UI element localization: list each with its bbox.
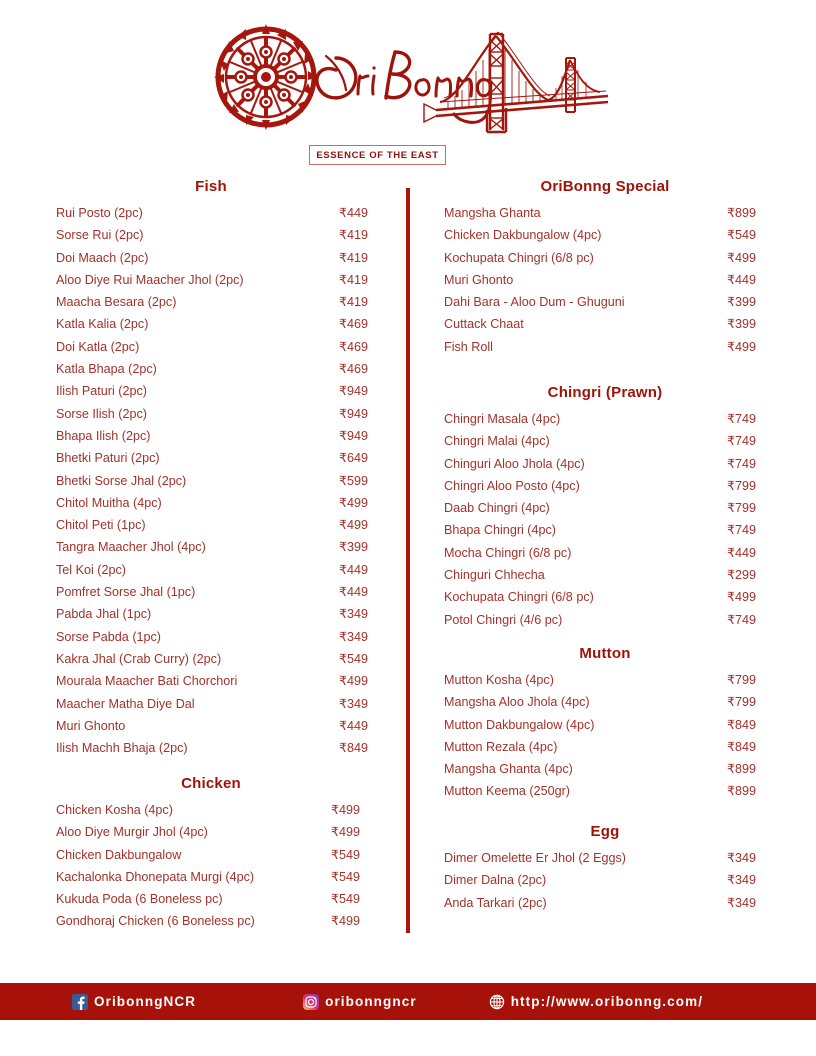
menu-item-price: ₹899 — [726, 784, 756, 799]
menu-item — [430, 586, 780, 608]
menu-item — [36, 737, 386, 759]
menu-item — [36, 715, 386, 737]
menu-item — [430, 542, 780, 564]
menu-item-price: ₹749 — [726, 434, 756, 449]
menu-item — [430, 336, 780, 358]
menu-item-name: Gondhoraj Chicken (6 Boneless pc) — [56, 914, 255, 929]
menu-item-price: ₹749 — [726, 612, 756, 627]
menu-item-price: ₹749 — [726, 412, 756, 426]
menu-item-name: Tangra Maacher Jhol (4pc) — [56, 540, 206, 555]
menu-item-price: ₹499 — [330, 914, 360, 929]
section-title-chingri: Chingri (Prawn) — [547, 384, 663, 401]
menu-item-name: Mutton Kosha (4pc) — [444, 673, 554, 687]
menu-item — [430, 453, 780, 475]
menu-item-name: Bhetki Paturi (2pc) — [56, 451, 160, 466]
website-url: http://www.oribonng.com/ — [510, 994, 704, 1009]
instagram-handle: oribonngncr — [325, 994, 417, 1009]
menu-item-name: Maacher Matha Diye Dal — [56, 696, 195, 711]
menu-item-name: Ilish Machh Bhaja (2pc) — [56, 741, 188, 756]
menu-item — [430, 609, 780, 631]
menu-item-price: ₹299 — [726, 568, 756, 583]
menu-item — [430, 780, 780, 802]
menu-item-price: ₹799 — [726, 695, 756, 710]
menu-item — [430, 691, 780, 713]
menu-item-name: Dimer Omelette Er Jhol (2 Eggs) — [444, 851, 626, 865]
menu-item — [430, 714, 780, 736]
menu-item-price: ₹449 — [338, 562, 368, 577]
menu-item-name: Katla Bhapa (2pc) — [56, 362, 157, 377]
section-title-mutton: Mutton — [579, 645, 631, 662]
menu-item-price: ₹949 — [338, 406, 368, 421]
menu-item — [36, 403, 386, 425]
column-divider — [406, 188, 410, 933]
menu-item-name: Chicken Kosha (4pc) — [56, 803, 173, 817]
facebook-icon — [72, 994, 88, 1010]
menu-item-name: Mutton Keema (250gr) — [444, 784, 570, 799]
item-list-fish — [36, 202, 386, 759]
brand-logo — [208, 18, 618, 138]
menu-item-price: ₹349 — [338, 629, 368, 644]
menu-item — [36, 536, 386, 558]
menu-item-price: ₹799 — [726, 501, 756, 516]
menu-item — [430, 224, 780, 246]
menu-item — [36, 581, 386, 603]
menu-item — [430, 869, 780, 891]
menu-item-price: ₹399 — [726, 317, 756, 332]
menu-item-name: Potol Chingri (4/6 pc) — [444, 612, 563, 627]
menu-section-mutton — [430, 645, 780, 803]
menu-item-name: Mourala Maacher Bati Chorchori — [56, 674, 238, 689]
menu-item-name: Chingri Aloo Posto (4pc) — [444, 478, 580, 493]
section-title-fish: Fish — [195, 178, 227, 195]
menu-item — [36, 358, 386, 380]
menu-item — [36, 821, 386, 843]
menu-item-price: ₹469 — [338, 339, 368, 354]
menu-item-name: Kakra Jhal (Crab Curry) (2pc) — [56, 651, 222, 666]
menu-item — [36, 559, 386, 581]
menu-item-price: ₹499 — [726, 339, 756, 354]
menu-item — [36, 888, 386, 910]
menu-item-name: Muri Ghonto — [56, 718, 126, 733]
menu-item-price: ₹849 — [338, 741, 368, 756]
menu-item-price: ₹399 — [338, 540, 368, 555]
menu-item-price: ₹549 — [726, 228, 756, 243]
facebook-link[interactable] — [72, 994, 196, 1010]
menu-item-price: ₹499 — [726, 590, 756, 605]
menu-item-name: Pomfret Sorse Jhal (1pc) — [56, 585, 196, 600]
menu-item-price: ₹449 — [338, 718, 368, 733]
menu-item — [430, 847, 780, 869]
menu-item-name: Tel Koi (2pc) — [56, 562, 126, 577]
menu-item — [36, 336, 386, 358]
menu-item-price: ₹649 — [338, 451, 368, 466]
tagline-text: ESSENCE OF THE EAST — [316, 149, 439, 161]
menu-item — [36, 224, 386, 246]
menu-item — [36, 626, 386, 648]
bridge-icon — [424, 32, 608, 132]
menu-item-price: ₹499 — [330, 803, 360, 817]
instagram-link[interactable] — [303, 994, 417, 1010]
menu-item — [36, 470, 386, 492]
menu-item — [430, 519, 780, 541]
menu-item — [36, 202, 386, 224]
menu-item-price: ₹349 — [338, 696, 368, 711]
konark-wheel-icon — [214, 24, 318, 130]
item-list-mutton — [430, 669, 780, 803]
menu-item-price: ₹449 — [726, 272, 756, 287]
menu-item — [36, 380, 386, 402]
menu-item-name: Aloo Diye Rui Maacher Jhol (2pc) — [56, 272, 244, 287]
menu-section-fish — [36, 178, 386, 759]
menu-item-name: Anda Tarkari (2pc) — [444, 895, 547, 910]
menu-item-name: Chinguri Aloo Jhola (4pc) — [444, 456, 585, 471]
menu-item-name: Ilish Paturi (2pc) — [56, 384, 147, 399]
menu-item — [36, 693, 386, 715]
menu-item — [36, 799, 386, 821]
menu-item — [430, 892, 780, 914]
item-list-egg — [430, 847, 780, 914]
menu-item — [36, 648, 386, 670]
menu-item-name: Mangsha Aloo Jhola (4pc) — [444, 695, 590, 710]
menu-item-price: ₹469 — [338, 362, 368, 377]
menu-item-price: ₹949 — [338, 384, 368, 399]
menu-item-name: Chingri Malai (4pc) — [444, 434, 550, 449]
menu-item-price: ₹549 — [330, 892, 360, 907]
menu-item-name: Mutton Dakbungalow (4pc) — [444, 717, 595, 732]
menu-item-price: ₹749 — [726, 456, 756, 471]
menu-item — [430, 408, 780, 430]
menu-item-price: ₹469 — [338, 317, 368, 332]
menu-item-name: Katla Kalia (2pc) — [56, 317, 149, 332]
menu-item-name: Pabda Jhal (1pc) — [56, 607, 152, 622]
menu-item-name: Mocha Chingri (6/8 pc) — [444, 545, 572, 560]
menu-item-name: Mutton Rezala (4pc) — [444, 739, 558, 754]
menu-item-name: Kochupata Chingri (6/8 pc) — [444, 590, 594, 605]
menu-item — [430, 758, 780, 780]
menu-item-price: ₹419 — [338, 228, 368, 243]
tagline-badge — [309, 145, 446, 165]
menu-section-egg — [430, 823, 780, 914]
globe-icon — [489, 994, 505, 1010]
menu-item-price: ₹499 — [338, 518, 368, 533]
menu-section-oribonng-special — [430, 178, 780, 358]
menu-item-name: Dimer Dalna (2pc) — [444, 873, 547, 888]
menu-item-price: ₹349 — [338, 607, 368, 622]
menu-item-price: ₹849 — [726, 739, 756, 754]
menu-item-price: ₹799 — [726, 673, 756, 687]
menu-item — [36, 603, 386, 625]
menu-item-price: ₹599 — [338, 473, 368, 488]
menu-item-name: Mangsha Ghanta (4pc) — [444, 762, 573, 777]
menu-item — [430, 430, 780, 452]
menu-item — [430, 669, 780, 691]
brand-wordmark-script — [317, 52, 491, 122]
menu-item-price: ₹749 — [726, 523, 756, 538]
menu-item-name: Fish Roll — [444, 339, 493, 354]
menu-item-name: Mangsha Ghanta — [444, 206, 541, 220]
menu-item — [36, 425, 386, 447]
menu-item — [430, 497, 780, 519]
menu-item-price: ₹849 — [726, 717, 756, 732]
menu-item — [430, 269, 780, 291]
menu-item-name: Muri Ghonto — [444, 272, 514, 287]
logo-artwork — [208, 18, 618, 138]
menu-item-name: Bhapa Ilish (2pc) — [56, 428, 151, 443]
menu-item-price: ₹449 — [726, 545, 756, 560]
menu-item-price: ₹949 — [338, 428, 368, 443]
menu-item-name: Chicken Dakbungalow (4pc) — [444, 228, 602, 243]
menu-item-name: Kukuda Poda (6 Boneless pc) — [56, 892, 223, 907]
menu-section-chingri — [430, 384, 780, 631]
menu-header — [0, 0, 816, 178]
menu-item — [36, 866, 386, 888]
instagram-icon — [303, 994, 319, 1010]
menu-item-name: Kachalonka Dhonepata Murgi (4pc) — [56, 869, 255, 884]
menu-item-price: ₹349 — [726, 851, 756, 865]
menu-item-price: ₹899 — [726, 762, 756, 777]
menu-item-price: ₹449 — [338, 206, 368, 220]
menu-item-price: ₹549 — [330, 847, 360, 862]
item-list-oribonng-special — [430, 202, 780, 358]
menu-item-name: Bhetki Sorse Jhal (2pc) — [56, 473, 187, 488]
item-list-chingri — [430, 408, 780, 631]
menu-item-name: Chingri Masala (4pc) — [444, 412, 561, 426]
menu-item-name: Aloo Diye Murgir Jhol (4pc) — [56, 825, 208, 840]
menu-item — [36, 269, 386, 291]
menu-item-name: Sorse Pabda (1pc) — [56, 629, 162, 644]
menu-item-name: Doi Katla (2pc) — [56, 339, 140, 354]
menu-content — [0, 178, 816, 958]
menu-item — [36, 844, 386, 866]
menu-item-name: Chitol Peti (1pc) — [56, 518, 146, 533]
menu-item-name: Kochupata Chingri (6/8 pc) — [444, 250, 594, 265]
menu-item-price: ₹349 — [726, 895, 756, 910]
menu-item-price: ₹449 — [338, 585, 368, 600]
menu-item — [430, 313, 780, 335]
menu-item-name: Chinguri Chhecha — [444, 568, 545, 583]
menu-item — [430, 202, 780, 224]
menu-item — [36, 492, 386, 514]
contact-footer — [0, 983, 816, 1020]
menu-item-name: Rui Posto (2pc) — [56, 206, 143, 220]
menu-item-price: ₹549 — [330, 869, 360, 884]
menu-item-price: ₹419 — [338, 250, 368, 265]
menu-item-price: ₹419 — [338, 272, 368, 287]
menu-item — [430, 247, 780, 269]
menu-item — [36, 247, 386, 269]
menu-item-price: ₹499 — [338, 495, 368, 510]
section-title-egg: Egg — [590, 823, 620, 840]
menu-item-price: ₹499 — [726, 250, 756, 265]
menu-item — [36, 313, 386, 335]
menu-item-price: ₹799 — [726, 478, 756, 493]
menu-item-name: Sorse Ilish (2pc) — [56, 406, 147, 421]
menu-item-name: Chicken Dakbungalow — [56, 847, 182, 862]
section-title-chicken: Chicken — [181, 775, 241, 792]
menu-item — [36, 291, 386, 313]
item-list-chicken — [36, 799, 386, 933]
menu-item — [430, 291, 780, 313]
menu-item-name: Maacha Besara (2pc) — [56, 295, 177, 310]
menu-item-price: ₹899 — [726, 206, 756, 220]
facebook-handle: OribonngNCR — [94, 994, 197, 1009]
menu-item — [36, 670, 386, 692]
menu-item — [36, 514, 386, 536]
menu-item-name: Doi Maach (2pc) — [56, 250, 149, 265]
website-link[interactable] — [489, 994, 703, 1010]
menu-item — [430, 564, 780, 586]
menu-item-price: ₹419 — [338, 295, 368, 310]
menu-item-name: Chitol Muitha (4pc) — [56, 495, 162, 510]
menu-item-price: ₹549 — [338, 651, 368, 666]
menu-item-name: Dahi Bara - Aloo Dum - Ghuguni — [444, 295, 625, 310]
menu-item — [36, 910, 386, 932]
menu-item-price: ₹399 — [726, 295, 756, 310]
menu-item — [36, 447, 386, 469]
menu-section-chicken — [36, 775, 386, 933]
section-title-oribonng-special: OriBonng Special — [540, 178, 670, 195]
menu-item-price: ₹349 — [726, 873, 756, 888]
menu-item — [430, 736, 780, 758]
menu-item-name: Cuttack Chaat — [444, 317, 524, 332]
menu-item-name: Daab Chingri (4pc) — [444, 501, 550, 516]
menu-item-price: ₹499 — [338, 674, 368, 689]
menu-item-price: ₹499 — [330, 825, 360, 840]
menu-item-name: Sorse Rui (2pc) — [56, 228, 144, 243]
menu-item — [430, 475, 780, 497]
menu-item-name: Bhapa Chingri (4pc) — [444, 523, 557, 538]
